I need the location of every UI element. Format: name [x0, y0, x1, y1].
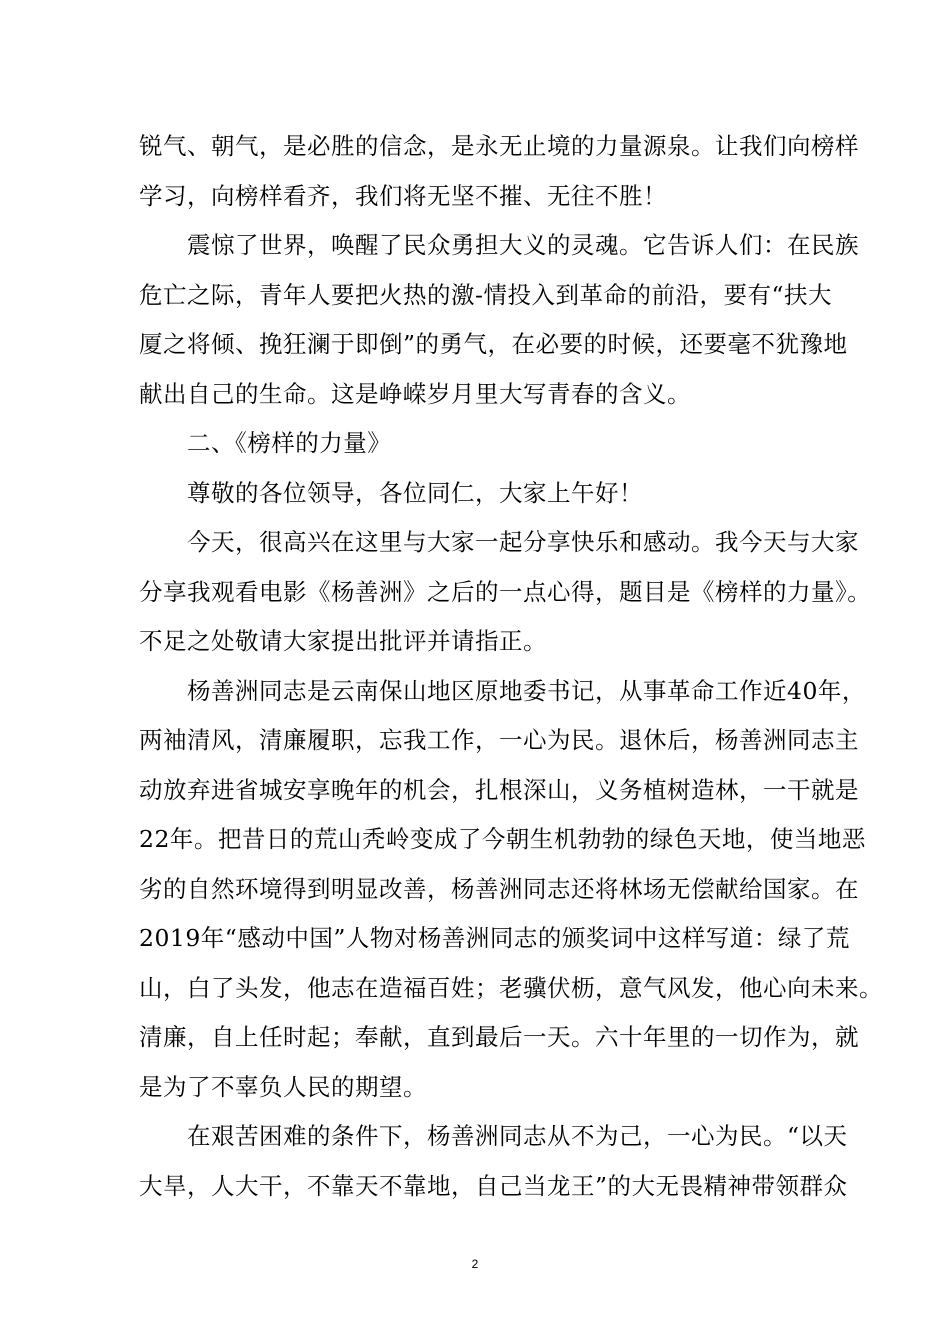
text-line: 22年。把昔日的荒山秃岭变成了今朝生机勃勃的绿色天地，使当地恶: [139, 825, 866, 853]
text-line: 山，白了头发，他志在造福百姓；老骥伏枥，意气风发，他心向未来。: [139, 973, 883, 1002]
text-line: 分享我观看电影《杨善洲》之后的一点心得，题目是《榜样的力量》。: [139, 577, 872, 606]
page-number: 2: [471, 1257, 479, 1271]
text-line: 清廉，自上任时起；奉献，直到最后一天。六十年里的一切作为，就: [139, 1023, 859, 1051]
text-line: 在艰苦困难的条件下，杨善洲同志从不为己，一心为民。“以天: [187, 1122, 848, 1150]
text-line: 厦之将倾、挽狂澜于即倒”的勇气，在必要的时候，还要毫不犹豫地: [139, 330, 848, 358]
text-line: 尊敬的各位领导，各位同仁，大家上午好！: [187, 478, 643, 507]
body-text: [139, 122, 883, 1211]
text-line: 学习，向榜样看齐，我们将无坚不摧、无往不胜！: [139, 181, 667, 210]
text-line: 劣的自然环境得到明显改善，杨善洲同志还将林场无偿献给国家。在: [139, 874, 859, 903]
text-line: 两袖清风，清廉履职，忘我工作，一心为民。退休后，杨善洲同志主: [139, 726, 859, 754]
section-heading: 二、《榜样的力量》: [187, 429, 392, 457]
text-line: 2019年“感动中国”人物对杨善洲同志的颁奖词中这样写道：绿了荒: [139, 924, 850, 952]
text-line: 震惊了世界，唤醒了民众勇担大义的灵魂。它告诉人们：在民族: [187, 231, 859, 259]
text-line: 不足之处敬请大家提出批评并请指正。: [139, 627, 547, 655]
text-line: 杨善洲同志是云南保山地区原地委书记，从事革命工作近40年，: [187, 676, 866, 705]
text-line: 是为了不辜负人民的期望。: [139, 1072, 427, 1101]
text-line: 大旱，人大干，不靠天不靠地，自己当龙王”的大无畏精神带领群众: [139, 1171, 848, 1200]
text-line: 锐气、朝气，是必胜的信念，是永无止境的力量源泉。让我们向榜样: [139, 132, 859, 160]
text-line: 献出自己的生命。这是峥嵘岁月里大写青春的含义。: [139, 379, 691, 408]
text-line: 今天，很高兴在这里与大家一起分享快乐和感动。我今天与大家: [187, 528, 859, 556]
text-line: 危亡之际，青年人要把火热的激-情投入到革命的前沿，要有“扶大: [139, 280, 832, 309]
text-line: 动放弃进省城安享晚年的机会，扎根深山，义务植树造林，一干就是: [139, 775, 859, 804]
